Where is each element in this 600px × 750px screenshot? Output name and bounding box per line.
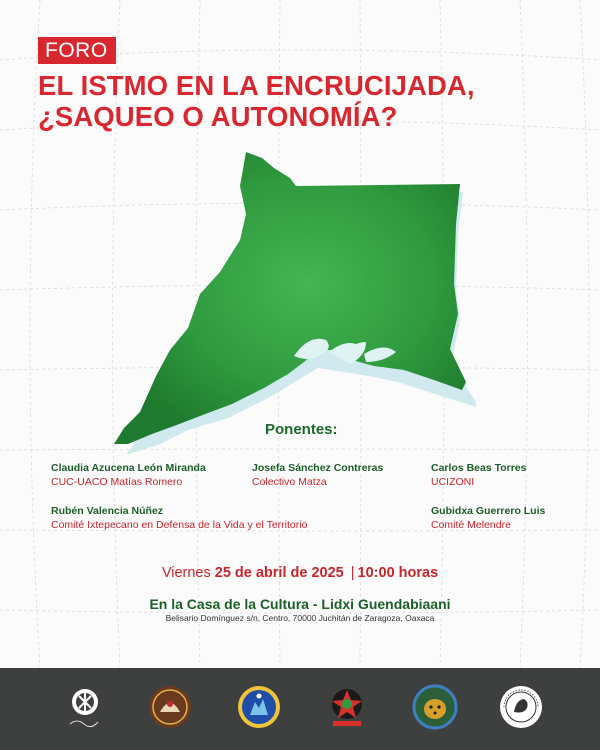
speaker-name: Josefa Sánchez Contreras [252,462,384,474]
isthmus-map [104,144,476,454]
organization-logo-3 [236,684,282,730]
speaker-org: CUC-UACO Matías Romero [51,476,183,488]
organization-logo-2 [147,684,193,730]
event-date-value: 25 de abril de 2025 [214,565,344,581]
logo-footer [0,668,600,750]
organization-logo-6 [498,684,544,730]
speaker-name: Carlos Beas Torres [431,462,527,474]
speaker-name: Gubidxa Guerrero Luis [431,505,546,517]
speaker-name: Rubén Valencia Núñez [51,505,164,517]
speaker-org: Colectivo Matza [252,476,327,488]
venue-address: Belisario Domínguez s/n, Centro, 70000 Juchitán de Zaragoza, Oaxaca [165,613,435,623]
event-time: 10:00 horas [357,565,439,581]
venue-name: En la Casa de la Cultura - Lidxi Guendabiaani [149,596,451,612]
speaker-4 [51,504,307,532]
organization-logo-5 [412,684,458,730]
speaker-2 [252,461,383,489]
speaker-name: Claudia Azucena León Miranda [51,462,206,474]
event-day: Viernes [161,565,211,581]
speaker-5 [431,504,545,532]
event-type-tag: FORO [38,37,116,64]
title-line-1: EL ISTMO EN LA ENCRUCIJADA, [38,70,475,101]
organization-logo-4 [324,684,370,730]
event-date [0,565,600,581]
title-line-2: ¿SAQUEO O AUTONOMÍA? [38,101,398,132]
map-shape [114,152,466,444]
speaker-org: Comité Melendre [431,519,511,531]
date-separator: | [350,565,355,581]
ponentes-heading: Ponentes: [265,421,338,438]
speaker-3 [431,461,527,489]
speaker-1 [51,461,206,489]
organization-logo-1 [62,684,108,730]
speaker-org: UCIZONI [431,476,475,488]
event-title [38,70,578,132]
speaker-org: Comité Ixtepecano en Defensa de la Vida y el Territorio [51,519,308,531]
